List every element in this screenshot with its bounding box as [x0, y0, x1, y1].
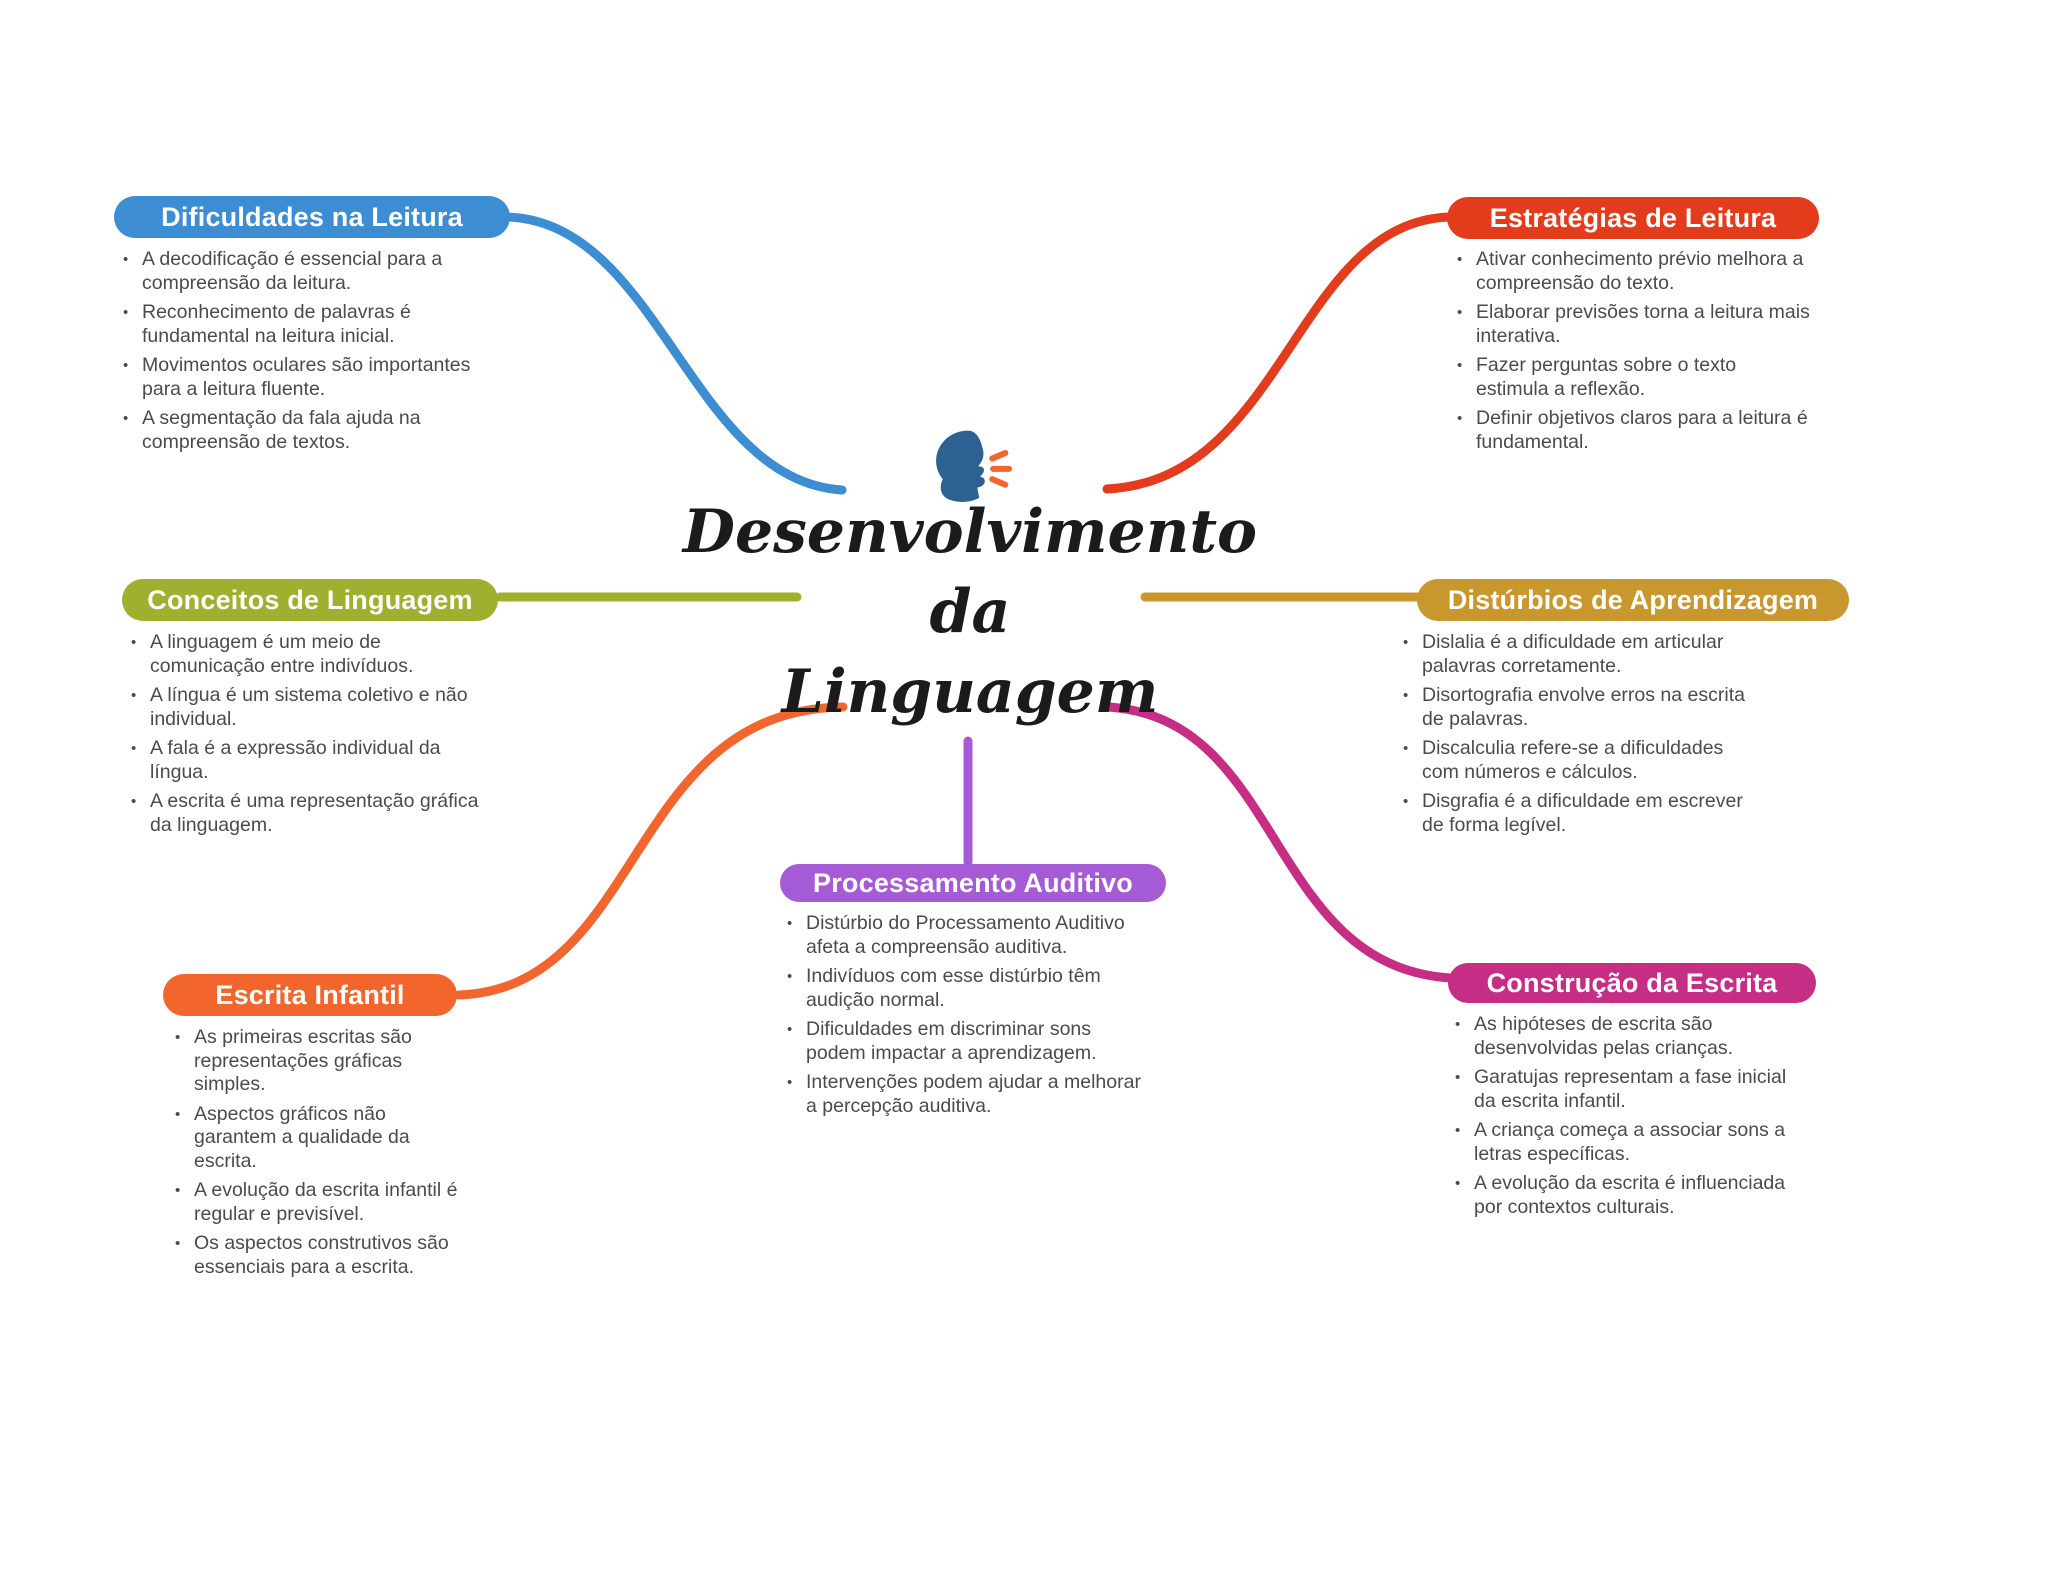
- central-topic: [640, 492, 1300, 732]
- bullet-item: • Disgrafia é a dificuldade em escrever de forma legível.: [1398, 790, 1746, 837]
- connector-dificuldades-na-leitura: [507, 217, 842, 490]
- bullet-item: • Disortografia envolve erros na escrita de palavras.: [1398, 684, 1746, 731]
- bullet-item: • Aspectos gráficos não garantem a qualidade da escrita.: [170, 1103, 462, 1174]
- branch-title-disturbios-de-aprendizagem: Distúrbios de Aprendizagem: [1417, 579, 1849, 621]
- bullet-item: • A decodificação é essencial para a compreensão da leitura.: [118, 248, 486, 295]
- central-topic-line-2: da: [929, 577, 1011, 647]
- bullet-item: • As hipóteses de escrita são desenvolvidas pelas crianças.: [1450, 1013, 1788, 1060]
- speech-lines-icon: [992, 453, 1009, 485]
- central-topic-line-1: Desenvolvimento: [682, 497, 1258, 567]
- branch-bullets-disturbios-de-aprendizagem: [1398, 631, 1746, 843]
- branch-bullets-escrita-infantil: [170, 1026, 462, 1285]
- branch-bullets-processamento-auditivo: [782, 912, 1150, 1124]
- branch-bullets-estrategias-de-leitura: [1452, 248, 1814, 460]
- bullet-item: • Definir objetivos claros para a leitura é fundamental.: [1452, 407, 1814, 454]
- bullet-item: • Intervenções podem ajudar a melhorar a percepção auditiva.: [782, 1071, 1150, 1118]
- bullet-item: • A segmentação da fala ajuda na compreensão de textos.: [118, 407, 486, 454]
- bullet-item: • As primeiras escritas são representações gráficas simples.: [170, 1026, 462, 1097]
- bullet-item: • Distúrbio do Processamento Auditivo afeta a compreensão auditiva.: [782, 912, 1150, 959]
- branch-title-construcao-da-escrita: Construção da Escrita: [1448, 963, 1816, 1003]
- bullet-item: • A evolução da escrita é influenciada por contextos culturais.: [1450, 1172, 1788, 1219]
- branch-title-escrita-infantil: Escrita Infantil: [163, 974, 457, 1016]
- bullet-item: • Dislalia é a dificuldade em articular palavras corretamente.: [1398, 631, 1746, 678]
- bullet-item: • Indivíduos com esse distúrbio têm audição normal.: [782, 965, 1150, 1012]
- bullet-item: • A linguagem é um meio de comunicação entre indivíduos.: [126, 631, 488, 678]
- bullet-item: • Movimentos oculares são importantes para a leitura fluente.: [118, 354, 486, 401]
- bullet-item: • A evolução da escrita infantil é regular e previsível.: [170, 1179, 462, 1226]
- connector-estrategias-de-leitura: [1107, 217, 1449, 489]
- branch-bullets-construcao-da-escrita: [1450, 1013, 1788, 1225]
- bullet-item: • A escrita é uma representação gráfica da linguagem.: [126, 790, 488, 837]
- bullet-item: • A criança começa a associar sons a letras específicas.: [1450, 1119, 1788, 1166]
- branch-title-dificuldades-na-leitura: Dificuldades na Leitura: [114, 196, 510, 238]
- bullet-item: • Os aspectos construtivos são essenciais para a escrita.: [170, 1232, 462, 1279]
- bullet-item: • Garatujas representam a fase inicial da escrita infantil.: [1450, 1066, 1788, 1113]
- branch-title-processamento-auditivo: Processamento Auditivo: [780, 864, 1166, 902]
- bullet-item: • A fala é a expressão individual da língua.: [126, 737, 488, 784]
- bullet-item: • Reconhecimento de palavras é fundamental na leitura inicial.: [118, 301, 486, 348]
- bullet-item: • Elaborar previsões torna a leitura mais interativa.: [1452, 301, 1814, 348]
- central-topic-line-3: Linguagem: [781, 657, 1159, 727]
- bullet-item: • A língua é um sistema coletivo e não individual.: [126, 684, 488, 731]
- branch-title-conceitos-de-linguagem: Conceitos de Linguagem: [122, 579, 498, 621]
- bullet-item: • Discalculia refere-se a dificuldades com números e cálculos.: [1398, 737, 1746, 784]
- branch-title-estrategias-de-leitura: Estratégias de Leitura: [1447, 197, 1819, 239]
- bullet-item: • Fazer perguntas sobre o texto estimula a reflexão.: [1452, 354, 1814, 401]
- branch-bullets-conceitos-de-linguagem: [126, 631, 488, 843]
- bullet-item: • Ativar conhecimento prévio melhora a compreensão do texto.: [1452, 248, 1814, 295]
- branch-bullets-dificuldades-na-leitura: [118, 248, 486, 460]
- bullet-item: • Dificuldades em discriminar sons podem impactar a aprendizagem.: [782, 1018, 1150, 1065]
